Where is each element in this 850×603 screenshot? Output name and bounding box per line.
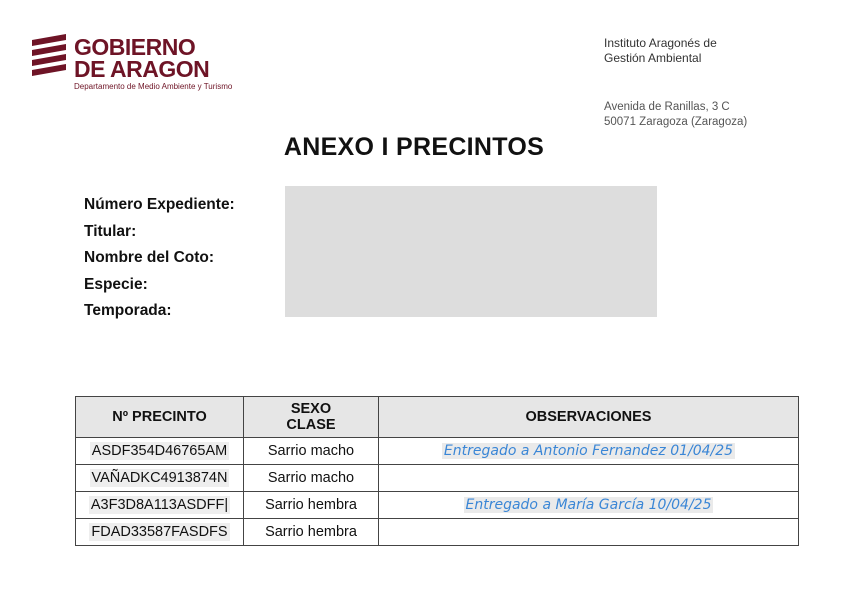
logo-emblem-icon (30, 34, 70, 78)
cell-sexo: Sarrio hembra (244, 519, 379, 546)
field-label-titular: Titular: (84, 222, 137, 240)
header-sexo-clase (244, 397, 379, 438)
cell-observaciones (379, 438, 799, 465)
field-label-coto: Nombre del Coto: (84, 249, 215, 266)
header-observaciones: OBSERVACIONES (379, 397, 799, 438)
precinto-code: FDAD33587FASDFS (91, 524, 228, 540)
address-line1: Avenida de Ranillas, 3 C (604, 101, 730, 113)
precinto-code: A3F3D8A113ASDFF| (90, 497, 229, 513)
cell-precinto (76, 492, 244, 519)
logo-department: Departamento de Medio Ambiente y Turismo (74, 82, 233, 91)
cell-precinto (76, 438, 244, 465)
address-line2: 50071 Zaragoza (Zaragoza) (604, 116, 748, 128)
field-label-expediente: Número Expediente: (84, 196, 235, 213)
cell-precinto (76, 519, 244, 546)
cell-sexo: Sarrio macho (244, 465, 379, 492)
header-sexo: SEXO (290, 401, 332, 417)
institute-line1: Instituto Aragonés de (604, 36, 717, 50)
cell-observaciones (379, 519, 799, 546)
precinto-code: VAÑADKC4913874N (91, 470, 228, 486)
precintos-table (75, 396, 799, 546)
logo-name-line1: GOBIERNO (74, 34, 196, 60)
field-labels (84, 192, 235, 325)
header-clase: CLASE (286, 417, 336, 433)
table-header-row (76, 397, 799, 438)
cell-precinto (76, 465, 244, 492)
observacion-text: Entregado a María García 10/04/25 (465, 497, 712, 513)
gobierno-aragon-logo (30, 34, 233, 104)
institute-line2: Gestión Ambiental (604, 51, 702, 65)
redacted-field-values (285, 186, 657, 317)
table-row (76, 465, 799, 492)
cell-sexo: Sarrio hembra (244, 492, 379, 519)
institute-name (604, 36, 717, 66)
field-label-temporada: Temporada: (84, 302, 172, 319)
institute-address (604, 100, 747, 130)
field-label-especie: Especie: (84, 275, 148, 293)
logo-name-line2: DE ARAGON (74, 56, 210, 82)
precinto-code: ASDF354D46765AM (91, 443, 228, 459)
header-precinto: Nº PRECINTO (76, 397, 244, 438)
table-row (76, 519, 799, 546)
logo-name (74, 36, 209, 80)
document-title: ANEXO I PRECINTOS (283, 133, 545, 161)
observacion-text: Entregado a Antonio Fernandez 01/04/25 (443, 443, 734, 459)
cell-sexo: Sarrio macho (244, 438, 379, 465)
table-row (76, 492, 799, 519)
cell-observaciones (379, 492, 799, 519)
table-row (76, 438, 799, 465)
cell-observaciones (379, 465, 799, 492)
